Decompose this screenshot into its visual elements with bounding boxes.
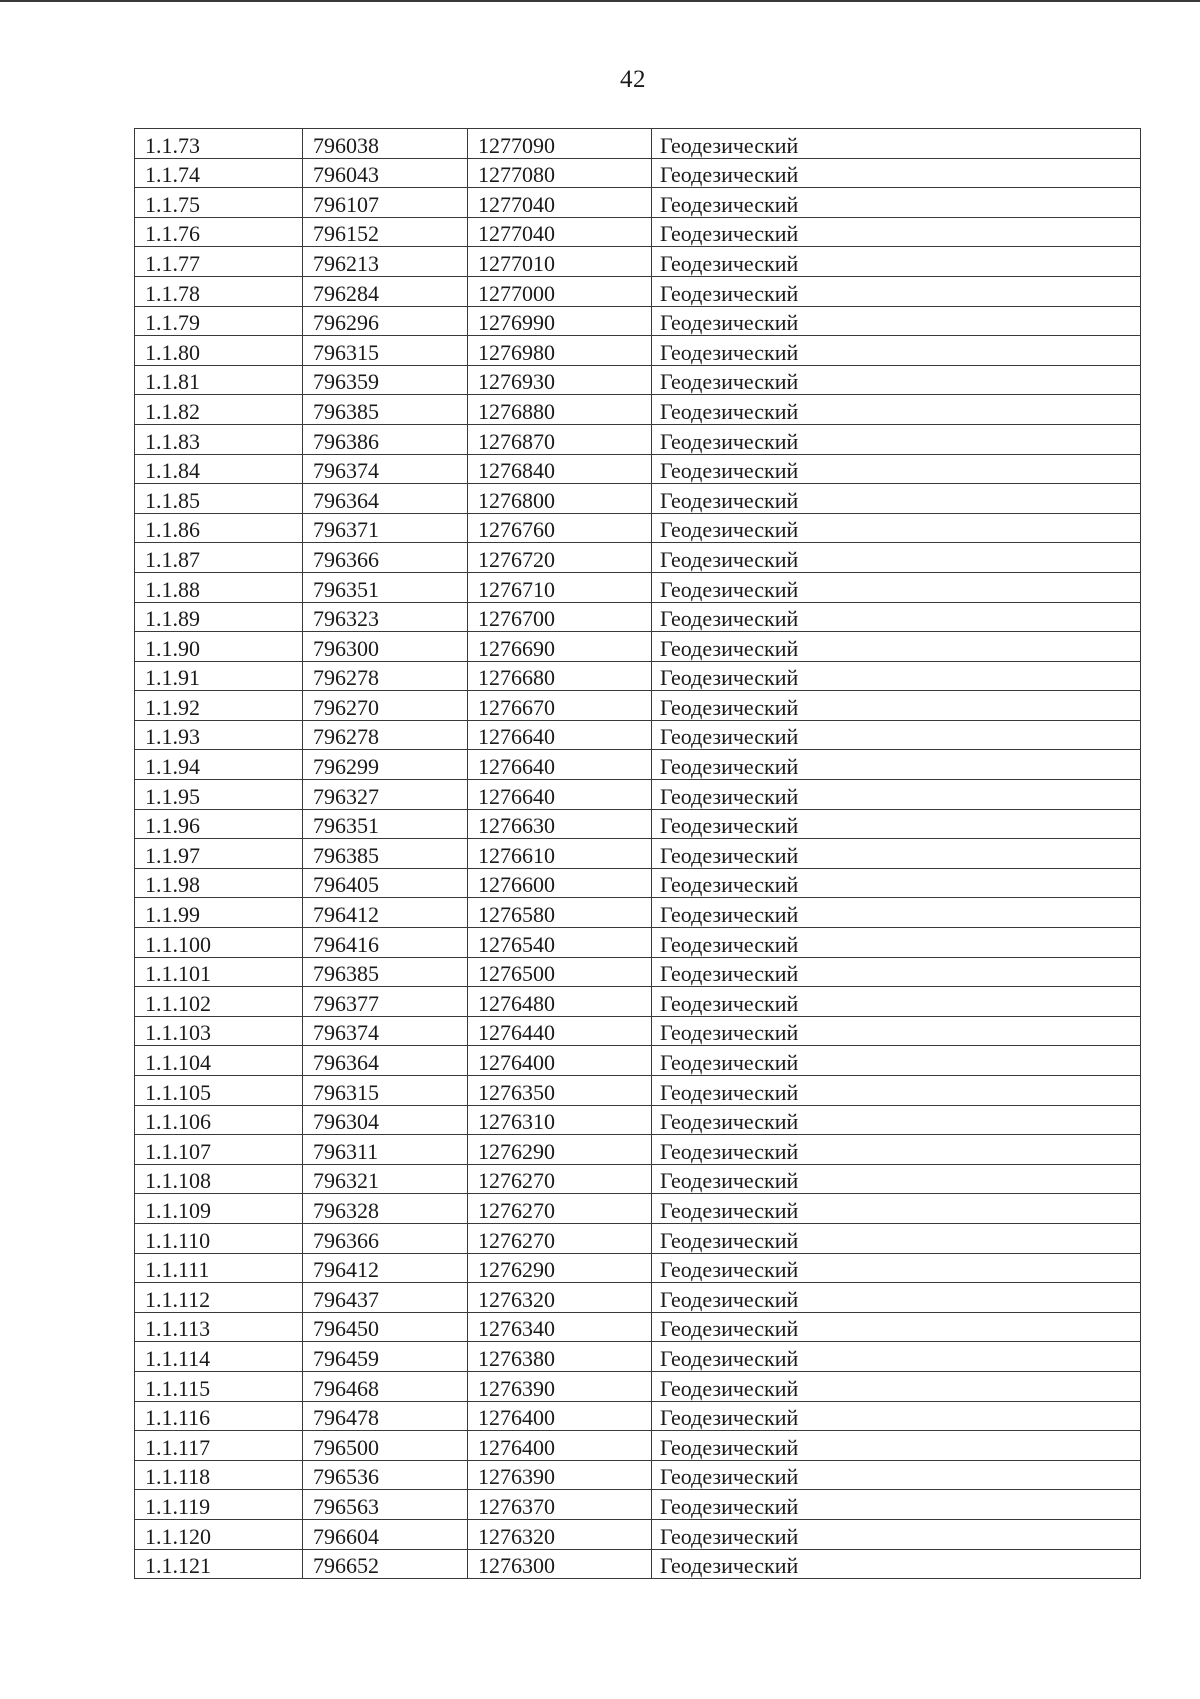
point-number-cell: 1.1.104 (135, 1046, 303, 1076)
table-row (135, 1135, 1141, 1165)
point-number-cell: 1.1.91 (135, 661, 303, 691)
y-coordinate-cell: 1277080 (468, 158, 652, 188)
table-row (135, 632, 1141, 662)
coordinates-table-body (135, 129, 1141, 1579)
method-cell: Геодезический (652, 1460, 1141, 1490)
table-row (135, 1549, 1141, 1579)
method-cell: Геодезический (652, 1312, 1141, 1342)
point-number-cell: 1.1.106 (135, 1105, 303, 1135)
point-number-cell: 1.1.83 (135, 424, 303, 454)
point-number-cell: 1.1.107 (135, 1135, 303, 1165)
coordinates-table (134, 128, 1141, 1579)
point-number-cell: 1.1.76 (135, 217, 303, 247)
method-cell: Геодезический (652, 691, 1141, 721)
point-number-cell: 1.1.96 (135, 809, 303, 839)
y-coordinate-cell: 1276310 (468, 1105, 652, 1135)
x-coordinate-cell: 796364 (303, 1046, 468, 1076)
method-cell: Геодезический (652, 1164, 1141, 1194)
table-row (135, 898, 1141, 928)
y-coordinate-cell: 1276610 (468, 839, 652, 869)
x-coordinate-cell: 796405 (303, 868, 468, 898)
x-coordinate-cell: 796043 (303, 158, 468, 188)
y-coordinate-cell: 1276350 (468, 1076, 652, 1106)
y-coordinate-cell: 1277040 (468, 188, 652, 218)
y-coordinate-cell: 1276870 (468, 424, 652, 454)
x-coordinate-cell: 796412 (303, 898, 468, 928)
y-coordinate-cell: 1276710 (468, 572, 652, 602)
x-coordinate-cell: 796478 (303, 1401, 468, 1431)
y-coordinate-cell: 1276500 (468, 957, 652, 987)
x-coordinate-cell: 796270 (303, 691, 468, 721)
x-coordinate-cell: 796364 (303, 484, 468, 514)
table-row (135, 987, 1141, 1017)
y-coordinate-cell: 1276390 (468, 1371, 652, 1401)
method-cell: Геодезический (652, 898, 1141, 928)
x-coordinate-cell: 796374 (303, 454, 468, 484)
point-number-cell: 1.1.75 (135, 188, 303, 218)
x-coordinate-cell: 796351 (303, 809, 468, 839)
method-cell: Геодезический (652, 365, 1141, 395)
point-number-cell: 1.1.117 (135, 1431, 303, 1461)
table-row (135, 247, 1141, 277)
y-coordinate-cell: 1276270 (468, 1223, 652, 1253)
x-coordinate-cell: 796038 (303, 129, 468, 159)
x-coordinate-cell: 796366 (303, 1223, 468, 1253)
point-number-cell: 1.1.119 (135, 1490, 303, 1520)
x-coordinate-cell: 796563 (303, 1490, 468, 1520)
point-number-cell: 1.1.94 (135, 750, 303, 780)
table-row (135, 1490, 1141, 1520)
table-row (135, 691, 1141, 721)
method-cell: Геодезический (652, 217, 1141, 247)
x-coordinate-cell: 796328 (303, 1194, 468, 1224)
page-number: 42 (620, 66, 646, 93)
method-cell: Геодезический (652, 513, 1141, 543)
method-cell: Геодезический (652, 809, 1141, 839)
x-coordinate-cell: 796351 (303, 572, 468, 602)
table-row (135, 1076, 1141, 1106)
y-coordinate-cell: 1276880 (468, 395, 652, 425)
method-cell: Геодезический (652, 1283, 1141, 1313)
method-cell: Геодезический (652, 424, 1141, 454)
method-cell: Геодезический (652, 1046, 1141, 1076)
x-coordinate-cell: 796296 (303, 306, 468, 336)
x-coordinate-cell: 796385 (303, 395, 468, 425)
method-cell: Геодезический (652, 1342, 1141, 1372)
table-row (135, 484, 1141, 514)
point-number-cell: 1.1.110 (135, 1223, 303, 1253)
table-row (135, 395, 1141, 425)
y-coordinate-cell: 1277040 (468, 217, 652, 247)
table-row (135, 365, 1141, 395)
table-row (135, 868, 1141, 898)
x-coordinate-cell: 796468 (303, 1371, 468, 1401)
point-number-cell: 1.1.115 (135, 1371, 303, 1401)
point-number-cell: 1.1.77 (135, 247, 303, 277)
point-number-cell: 1.1.84 (135, 454, 303, 484)
method-cell: Геодезический (652, 1401, 1141, 1431)
table-row (135, 1105, 1141, 1135)
table-row (135, 129, 1141, 159)
point-number-cell: 1.1.99 (135, 898, 303, 928)
method-cell: Геодезический (652, 661, 1141, 691)
x-coordinate-cell: 796371 (303, 513, 468, 543)
y-coordinate-cell: 1276600 (468, 868, 652, 898)
y-coordinate-cell: 1276700 (468, 602, 652, 632)
table-row (135, 158, 1141, 188)
point-number-cell: 1.1.105 (135, 1076, 303, 1106)
x-coordinate-cell: 796278 (303, 720, 468, 750)
method-cell: Геодезический (652, 1194, 1141, 1224)
x-coordinate-cell: 796386 (303, 424, 468, 454)
x-coordinate-cell: 796536 (303, 1460, 468, 1490)
y-coordinate-cell: 1276290 (468, 1135, 652, 1165)
table-row (135, 572, 1141, 602)
y-coordinate-cell: 1276380 (468, 1342, 652, 1372)
method-cell: Геодезический (652, 247, 1141, 277)
x-coordinate-cell: 796652 (303, 1549, 468, 1579)
point-number-cell: 1.1.109 (135, 1194, 303, 1224)
method-cell: Геодезический (652, 1371, 1141, 1401)
method-cell: Геодезический (652, 602, 1141, 632)
point-number-cell: 1.1.82 (135, 395, 303, 425)
x-coordinate-cell: 796323 (303, 602, 468, 632)
page-top-edge (0, 0, 1200, 2)
y-coordinate-cell: 1276640 (468, 720, 652, 750)
table-row (135, 1016, 1141, 1046)
point-number-cell: 1.1.90 (135, 632, 303, 662)
x-coordinate-cell: 796284 (303, 276, 468, 306)
method-cell: Геодезический (652, 987, 1141, 1017)
x-coordinate-cell: 796416 (303, 928, 468, 958)
point-number-cell: 1.1.85 (135, 484, 303, 514)
y-coordinate-cell: 1276290 (468, 1253, 652, 1283)
point-number-cell: 1.1.102 (135, 987, 303, 1017)
method-cell: Геодезический (652, 1490, 1141, 1520)
method-cell: Геодезический (652, 336, 1141, 366)
method-cell: Геодезический (652, 306, 1141, 336)
table-row (135, 661, 1141, 691)
point-number-cell: 1.1.114 (135, 1342, 303, 1372)
table-row (135, 1342, 1141, 1372)
x-coordinate-cell: 796321 (303, 1164, 468, 1194)
x-coordinate-cell: 796500 (303, 1431, 468, 1461)
method-cell: Геодезический (652, 484, 1141, 514)
table-row (135, 602, 1141, 632)
table-row (135, 809, 1141, 839)
point-number-cell: 1.1.89 (135, 602, 303, 632)
point-number-cell: 1.1.88 (135, 572, 303, 602)
point-number-cell: 1.1.108 (135, 1164, 303, 1194)
table-row (135, 720, 1141, 750)
x-coordinate-cell: 796152 (303, 217, 468, 247)
method-cell: Геодезический (652, 750, 1141, 780)
x-coordinate-cell: 796450 (303, 1312, 468, 1342)
y-coordinate-cell: 1276400 (468, 1431, 652, 1461)
x-coordinate-cell: 796300 (303, 632, 468, 662)
method-cell: Геодезический (652, 129, 1141, 159)
method-cell: Геодезический (652, 158, 1141, 188)
x-coordinate-cell: 796299 (303, 750, 468, 780)
table-row (135, 1253, 1141, 1283)
table-row (135, 1046, 1141, 1076)
point-number-cell: 1.1.98 (135, 868, 303, 898)
point-number-cell: 1.1.121 (135, 1549, 303, 1579)
method-cell: Геодезический (652, 543, 1141, 573)
point-number-cell: 1.1.73 (135, 129, 303, 159)
y-coordinate-cell: 1276670 (468, 691, 652, 721)
method-cell: Геодезический (652, 1223, 1141, 1253)
y-coordinate-cell: 1276320 (468, 1283, 652, 1313)
method-cell: Геодезический (652, 632, 1141, 662)
point-number-cell: 1.1.101 (135, 957, 303, 987)
y-coordinate-cell: 1276400 (468, 1046, 652, 1076)
y-coordinate-cell: 1276640 (468, 780, 652, 810)
point-number-cell: 1.1.78 (135, 276, 303, 306)
table-row (135, 1401, 1141, 1431)
point-number-cell: 1.1.120 (135, 1519, 303, 1549)
y-coordinate-cell: 1276580 (468, 898, 652, 928)
method-cell: Геодезический (652, 839, 1141, 869)
table-row (135, 750, 1141, 780)
y-coordinate-cell: 1276690 (468, 632, 652, 662)
point-number-cell: 1.1.111 (135, 1253, 303, 1283)
y-coordinate-cell: 1276800 (468, 484, 652, 514)
y-coordinate-cell: 1276640 (468, 750, 652, 780)
method-cell: Геодезический (652, 1105, 1141, 1135)
table-row (135, 1164, 1141, 1194)
x-coordinate-cell: 796385 (303, 957, 468, 987)
y-coordinate-cell: 1276840 (468, 454, 652, 484)
x-coordinate-cell: 796437 (303, 1283, 468, 1313)
y-coordinate-cell: 1276680 (468, 661, 652, 691)
y-coordinate-cell: 1276300 (468, 1549, 652, 1579)
method-cell: Геодезический (652, 454, 1141, 484)
method-cell: Геодезический (652, 1519, 1141, 1549)
table-row (135, 336, 1141, 366)
table-row (135, 1223, 1141, 1253)
point-number-cell: 1.1.116 (135, 1401, 303, 1431)
method-cell: Геодезический (652, 1135, 1141, 1165)
x-coordinate-cell: 796304 (303, 1105, 468, 1135)
y-coordinate-cell: 1276760 (468, 513, 652, 543)
x-coordinate-cell: 796327 (303, 780, 468, 810)
x-coordinate-cell: 796412 (303, 1253, 468, 1283)
point-number-cell: 1.1.100 (135, 928, 303, 958)
method-cell: Геодезический (652, 720, 1141, 750)
point-number-cell: 1.1.74 (135, 158, 303, 188)
y-coordinate-cell: 1276990 (468, 306, 652, 336)
x-coordinate-cell: 796315 (303, 1076, 468, 1106)
y-coordinate-cell: 1276540 (468, 928, 652, 958)
method-cell: Геодезический (652, 1016, 1141, 1046)
y-coordinate-cell: 1276390 (468, 1460, 652, 1490)
method-cell: Геодезический (652, 276, 1141, 306)
method-cell: Геодезический (652, 780, 1141, 810)
table-row (135, 306, 1141, 336)
method-cell: Геодезический (652, 1076, 1141, 1106)
point-number-cell: 1.1.92 (135, 691, 303, 721)
y-coordinate-cell: 1276270 (468, 1164, 652, 1194)
point-number-cell: 1.1.97 (135, 839, 303, 869)
table-row (135, 1371, 1141, 1401)
x-coordinate-cell: 796366 (303, 543, 468, 573)
y-coordinate-cell: 1276480 (468, 987, 652, 1017)
table-row (135, 1283, 1141, 1313)
x-coordinate-cell: 796377 (303, 987, 468, 1017)
y-coordinate-cell: 1277000 (468, 276, 652, 306)
point-number-cell: 1.1.113 (135, 1312, 303, 1342)
method-cell: Геодезический (652, 188, 1141, 218)
x-coordinate-cell: 796107 (303, 188, 468, 218)
table-row (135, 188, 1141, 218)
method-cell: Геодезический (652, 395, 1141, 425)
point-number-cell: 1.1.79 (135, 306, 303, 336)
point-number-cell: 1.1.93 (135, 720, 303, 750)
point-number-cell: 1.1.112 (135, 1283, 303, 1313)
y-coordinate-cell: 1276400 (468, 1401, 652, 1431)
x-coordinate-cell: 796213 (303, 247, 468, 277)
x-coordinate-cell: 796459 (303, 1342, 468, 1372)
y-coordinate-cell: 1276270 (468, 1194, 652, 1224)
table-row (135, 424, 1141, 454)
point-number-cell: 1.1.103 (135, 1016, 303, 1046)
x-coordinate-cell: 796315 (303, 336, 468, 366)
y-coordinate-cell: 1276980 (468, 336, 652, 366)
x-coordinate-cell: 796604 (303, 1519, 468, 1549)
method-cell: Геодезический (652, 572, 1141, 602)
method-cell: Геодезический (652, 1549, 1141, 1579)
method-cell: Геодезический (652, 868, 1141, 898)
x-coordinate-cell: 796385 (303, 839, 468, 869)
table-row (135, 928, 1141, 958)
table-row (135, 839, 1141, 869)
y-coordinate-cell: 1276720 (468, 543, 652, 573)
point-number-cell: 1.1.87 (135, 543, 303, 573)
method-cell: Геодезический (652, 1253, 1141, 1283)
y-coordinate-cell: 1276930 (468, 365, 652, 395)
x-coordinate-cell: 796311 (303, 1135, 468, 1165)
y-coordinate-cell: 1277090 (468, 129, 652, 159)
method-cell: Геодезический (652, 957, 1141, 987)
x-coordinate-cell: 796374 (303, 1016, 468, 1046)
point-number-cell: 1.1.81 (135, 365, 303, 395)
y-coordinate-cell: 1276370 (468, 1490, 652, 1520)
y-coordinate-cell: 1276630 (468, 809, 652, 839)
table-row (135, 1460, 1141, 1490)
table-row (135, 957, 1141, 987)
method-cell: Геодезический (652, 1431, 1141, 1461)
table-row (135, 1194, 1141, 1224)
table-row (135, 1519, 1141, 1549)
x-coordinate-cell: 796278 (303, 661, 468, 691)
table-row (135, 543, 1141, 573)
table-row (135, 1312, 1141, 1342)
method-cell: Геодезический (652, 928, 1141, 958)
x-coordinate-cell: 796359 (303, 365, 468, 395)
point-number-cell: 1.1.118 (135, 1460, 303, 1490)
table-row (135, 1431, 1141, 1461)
point-number-cell: 1.1.80 (135, 336, 303, 366)
point-number-cell: 1.1.86 (135, 513, 303, 543)
table-row (135, 276, 1141, 306)
table-row (135, 780, 1141, 810)
y-coordinate-cell: 1276440 (468, 1016, 652, 1046)
y-coordinate-cell: 1276320 (468, 1519, 652, 1549)
point-number-cell: 1.1.95 (135, 780, 303, 810)
y-coordinate-cell: 1276340 (468, 1312, 652, 1342)
table-row (135, 217, 1141, 247)
y-coordinate-cell: 1277010 (468, 247, 652, 277)
table-row (135, 454, 1141, 484)
table-row (135, 513, 1141, 543)
